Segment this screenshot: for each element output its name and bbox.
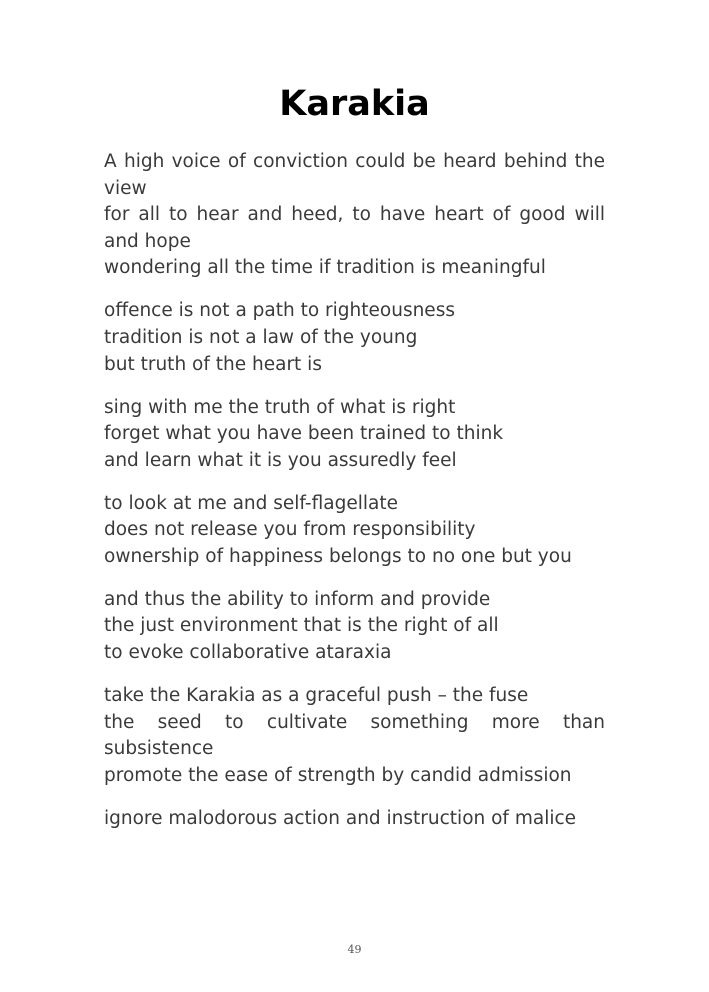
poem-line: but truth of the heart is	[104, 353, 322, 375]
poem-line: the just environment that is the right of all	[104, 615, 499, 637]
poem-line: for all to hear and heed, to have heart of good will and hope	[104, 204, 605, 252]
stanza	[104, 491, 605, 571]
poem-line: promote the ease of strength by candid admission	[104, 764, 572, 786]
poem-line: ownership of happiness belongs to no one but you	[104, 545, 572, 567]
poem-body	[104, 149, 605, 849]
poem-line: the seed to cultivate something more than subsistence	[104, 711, 605, 760]
poem-line: to evoke collaborative ataraxia	[104, 642, 392, 664]
stanza	[104, 395, 605, 475]
stanza	[104, 683, 605, 789]
stanza	[104, 587, 605, 667]
poem-line: forget what you have been trained to think	[104, 423, 504, 445]
poem-line: A high voice of conviction could be heard behind the view	[104, 151, 605, 199]
poem-line: take the Karakia as a graceful push – the fuse	[104, 685, 529, 707]
poem-line: to look at me and self-flagellate	[104, 492, 398, 514]
poem-line: does not release you from responsibility	[104, 519, 476, 541]
poem-line: tradition is not a law of the young	[104, 326, 418, 348]
poem-line: wondering all the time if tradition is meaningful	[104, 257, 546, 279]
stanza	[104, 149, 605, 282]
stanza	[104, 806, 605, 833]
poem-line: offence is not a path to righteousness	[104, 300, 455, 322]
poem-line: ignore malodorous action and instruction of malice	[104, 807, 577, 829]
page-number: 49	[347, 943, 362, 956]
poem-line: and learn what it is you assuredly feel	[104, 449, 457, 471]
stanza	[104, 298, 605, 378]
poem-line: sing with me the truth of what is right	[104, 396, 456, 418]
poem-line: and thus the ability to inform and provide	[104, 588, 491, 610]
poem-title: Karakia	[279, 84, 430, 124]
